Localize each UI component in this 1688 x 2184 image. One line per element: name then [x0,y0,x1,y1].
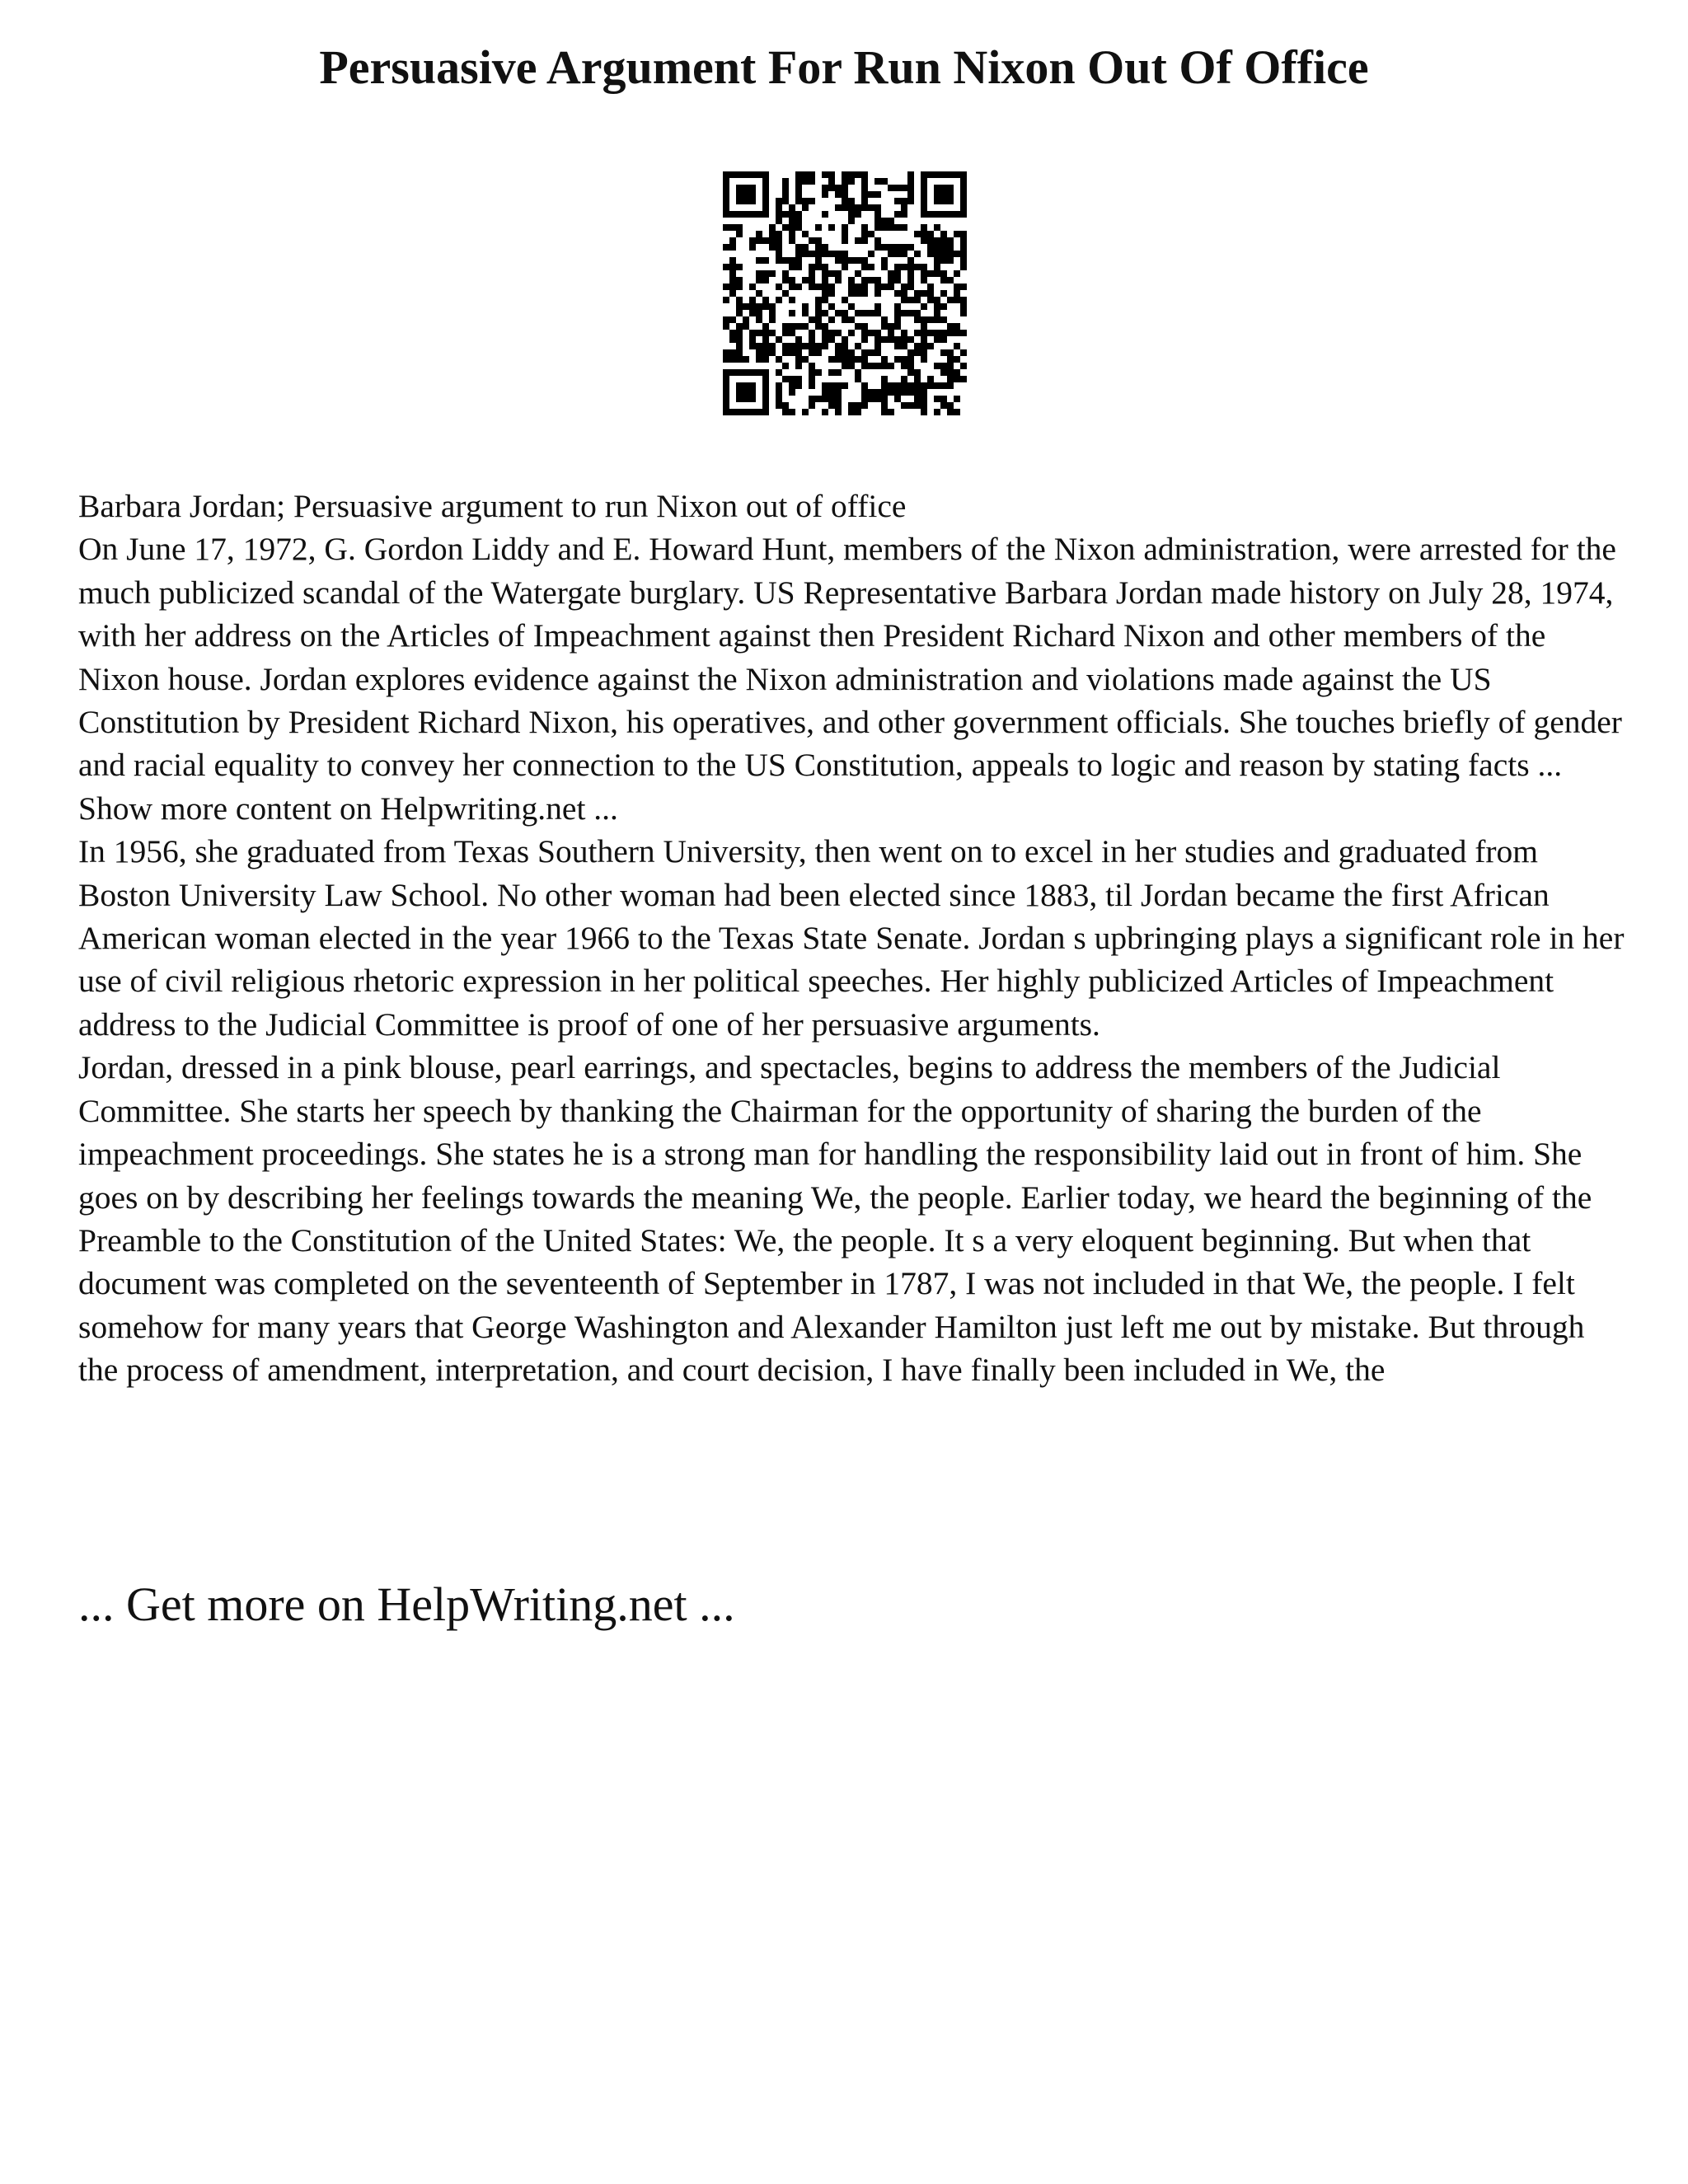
article-paragraph: On June 17, 1972, G. Gordon Liddy and E. Howard Hunt, members of the Nixon administration, were arrested for the much publicized scandal of the Watergate burglary. US Representative Barbara Jordan made history on July 28, 1974, with her address on the Articles of Impeachment against then President Richard Nixon and other members of the Nixon house. Jordan explores evidence against the Nixon administration and violations made against the US Constitution by President Richard Nixon, his operatives, and other government officials. She touches briefly of gender and racial equality to convey her connection to the US Constitution, appeals to logic and reason by stating facts ... Show more content on Helpwriting.net ... [78,531,1622,827]
document-title: Persuasive Argument For Run Nixon Out Of Office [319,40,1369,94]
article-subtitle: Barbara Jordan; Persuasive argument to run Nixon out of office [78,488,907,524]
article-body [78,485,1628,1392]
get-more-link[interactable]: ... Get more on HelpWriting.net ... [78,1577,735,1631]
article-paragraph: In 1956, she graduated from Texas Southern University, then went on to excel in her studies and graduated from Boston University Law School. No other woman had been elected since 1883, til Jordan became the first African American woman elected in the year 1966 to the Texas State Senate. Jordan s upbringing plays a significant role in her use of civil religious rhetoric expression in her political speeches. Her highly publicized Articles of Impeachment address to the Judicial Committee is proof of one of her persuasive arguments. [78,833,1625,1043]
article-paragraph: Jordan, dressed in a pink blouse, pearl earrings, and spectacles, begins to address the members of the Judicial Committee. She starts her speech by thanking the Chairman for the opportunity of sharing the burden of the impeachment proceedings. She states he is a strong man for handling the responsibility laid out in front of him. She goes on by describing her feelings towards the meaning We, the people. Earlier today, we heard the beginning of the Preamble to the Constitution of the United States: We, the people. It s a very eloquent beginning. But when that document was completed on the seventeenth of September in 1787, I was not included in that We, the people. I felt somehow for many years that George Washington and Alexander Hamilton just left me out by mistake. But through the process of amendment, interpretation, and court decision, I have finally been included in We, the [78,1049,1592,1389]
qr-code-icon [723,171,967,415]
